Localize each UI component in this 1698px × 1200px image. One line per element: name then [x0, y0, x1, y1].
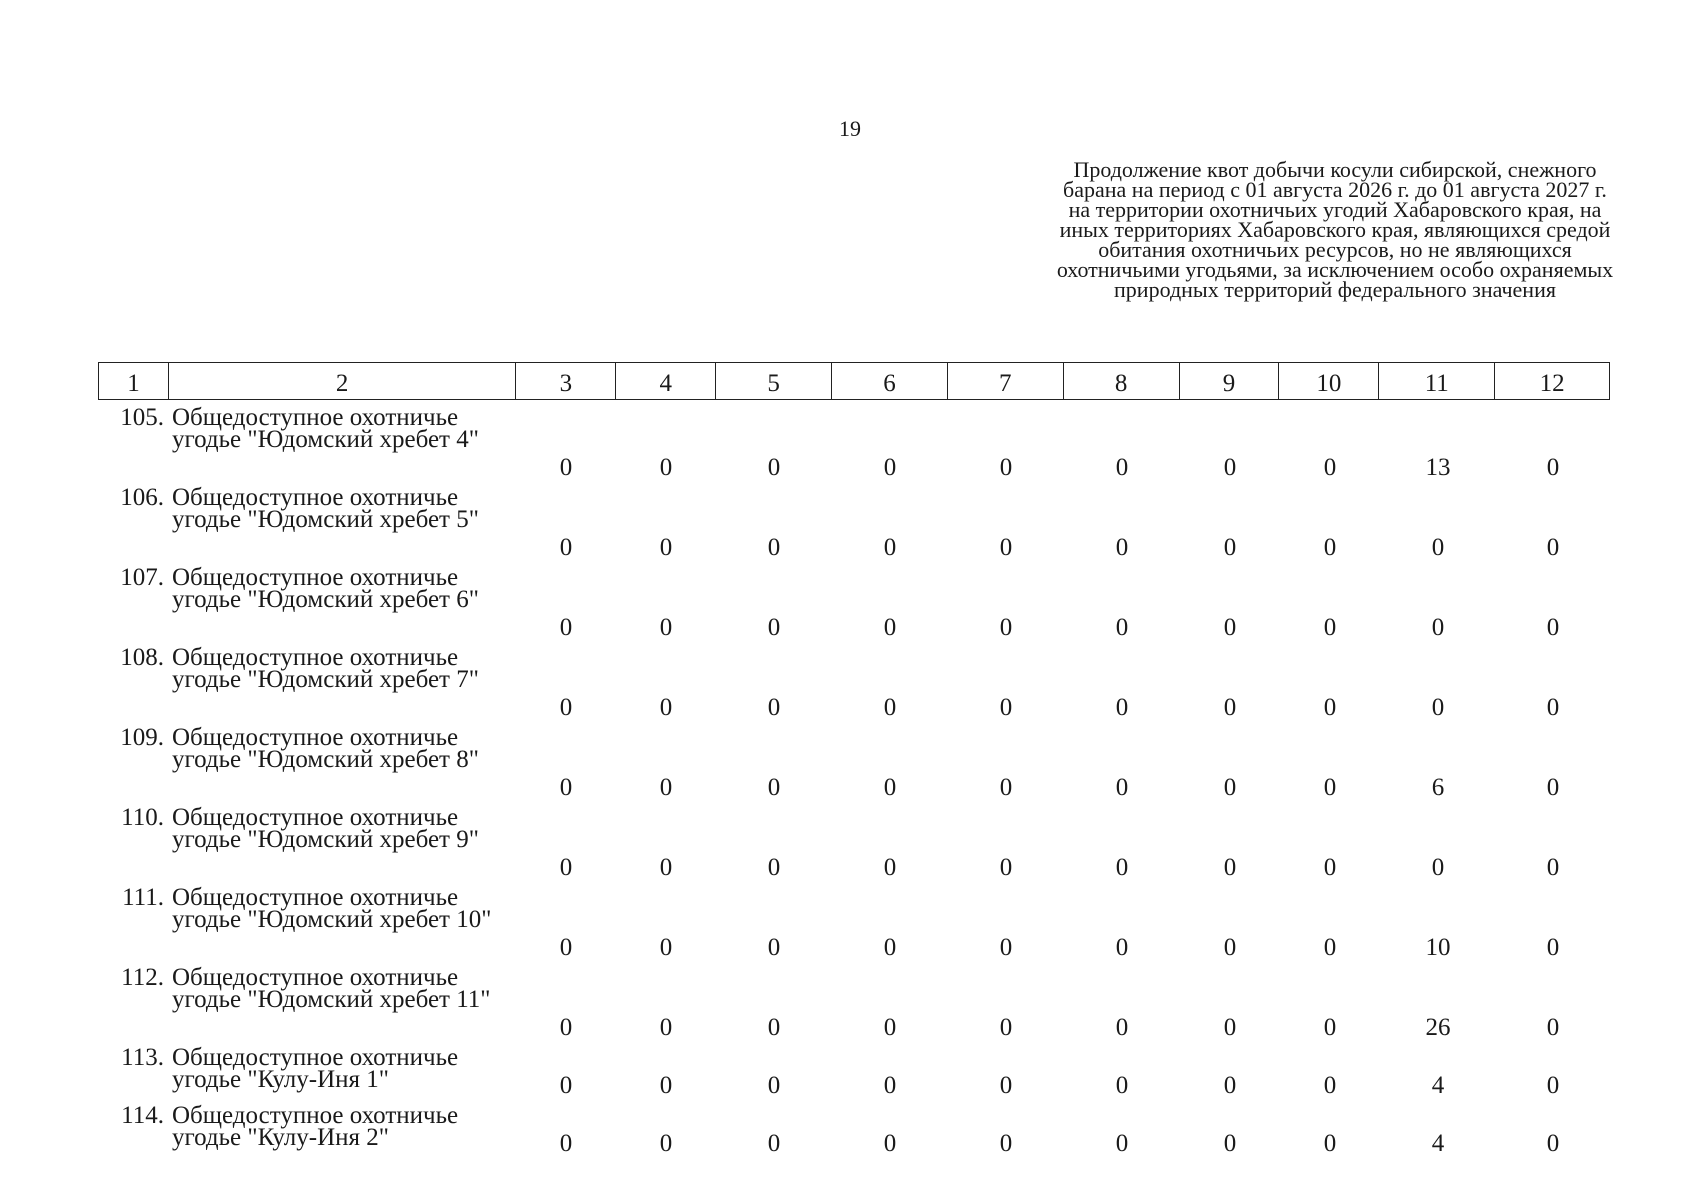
quota-value: 0 — [883, 534, 897, 561]
quota-value: 0 — [1546, 614, 1560, 641]
quota-value: 0 — [1546, 1014, 1560, 1041]
header-cell: 6 — [832, 363, 948, 399]
quota-value: 0 — [1546, 454, 1560, 481]
quota-value: 0 — [1546, 1130, 1560, 1157]
row-number: 108. — [120, 644, 164, 671]
quota-value: 0 — [659, 454, 673, 481]
hunting-ground-name: Общедоступное охотничье угодье "Юдомский хребет 5" — [172, 484, 479, 533]
table-caption: Продолжение квот добычи косули сибирской, снежного барана на период с 01 августа 2026 г. до 01 августа 2027 г. на территории охотничьих угодий Хабаровского края, на иных территориях Хабаровского края, являющихся средой обитания охотничьих ресурсов, но не являющихся охотничьими угодьями, за исключением особо охраняемых природных территорий федерального значения — [1056, 157, 1614, 302]
header-cell: 5 — [716, 363, 832, 399]
header-cell: 12 — [1539, 370, 1565, 397]
quota-value: 0 — [1115, 1072, 1129, 1099]
header-cell: 11 — [1379, 363, 1495, 399]
quota-value: 0 — [767, 534, 781, 561]
header-cell: 10 — [1279, 363, 1379, 399]
table-row — [98, 724, 1610, 804]
quota-value: 0 — [1323, 614, 1337, 641]
quota-value: 0 — [767, 1072, 781, 1099]
quota-value: 0 — [1546, 934, 1560, 961]
row-number: 106. — [120, 484, 164, 511]
header-cell: 3 — [516, 363, 616, 399]
hunting-ground-name: Общедоступное охотничье угодье "Юдомский хребет 4" — [172, 404, 479, 453]
table-row — [98, 564, 1610, 644]
table-row — [98, 964, 1610, 1044]
table-row — [98, 484, 1610, 564]
quota-value: 0 — [1223, 1130, 1237, 1157]
quota-value: 0 — [1323, 1072, 1337, 1099]
quota-value: 0 — [1323, 454, 1337, 481]
page-number: 19 — [839, 116, 861, 141]
header-cell: 7 — [948, 363, 1064, 399]
quota-value: 0 — [1431, 854, 1445, 881]
table-row — [98, 1044, 1610, 1102]
table-row — [98, 1102, 1610, 1160]
quota-value: 13 — [1425, 454, 1451, 481]
quota-value: 0 — [1323, 774, 1337, 801]
quota-value: 6 — [1431, 774, 1445, 801]
quota-value: 0 — [999, 1072, 1013, 1099]
quota-value: 0 — [1115, 1130, 1129, 1157]
quota-value: 0 — [999, 1014, 1013, 1041]
header-cell: 4 — [616, 363, 716, 399]
row-number: 112. — [121, 964, 164, 991]
quota-value: 0 — [559, 614, 573, 641]
quota-value: 0 — [659, 1130, 673, 1157]
hunting-ground-name: Общедоступное охотничье угодье "Юдомский хребет 9" — [172, 804, 479, 853]
quota-value: 0 — [1546, 854, 1560, 881]
quota-value: 0 — [883, 694, 897, 721]
quota-value: 0 — [659, 934, 673, 961]
quota-value: 0 — [999, 694, 1013, 721]
table-row — [98, 884, 1610, 964]
hunting-ground-name: Общедоступное охотничье угодье "Юдомский хребет 11" — [172, 964, 491, 1013]
quota-value: 0 — [883, 934, 897, 961]
row-number: 107. — [120, 564, 164, 591]
quota-value: 0 — [1223, 854, 1237, 881]
quota-value: 0 — [767, 694, 781, 721]
quota-value: 0 — [659, 1014, 673, 1041]
quota-value: 0 — [999, 614, 1013, 641]
quota-value: 0 — [883, 774, 897, 801]
quota-value: 0 — [1115, 774, 1129, 801]
quota-value: 0 — [1431, 614, 1445, 641]
quota-value: 0 — [1115, 614, 1129, 641]
quota-value: 0 — [1115, 1014, 1129, 1041]
header-cell: 8 — [1064, 363, 1180, 399]
quota-value: 0 — [999, 1130, 1013, 1157]
quota-value: 0 — [559, 774, 573, 801]
quota-value: 0 — [559, 694, 573, 721]
quota-value: 0 — [767, 1130, 781, 1157]
quota-value: 0 — [1323, 694, 1337, 721]
quota-value: 0 — [883, 854, 897, 881]
quota-value: 0 — [1223, 1014, 1237, 1041]
hunting-ground-name: Общедоступное охотничье угодье "Кулу-Иня 1" — [172, 1044, 459, 1093]
quota-value: 0 — [1323, 1130, 1337, 1157]
quota-value: 0 — [1546, 774, 1560, 801]
table-row — [98, 404, 1610, 484]
quota-value: 0 — [1115, 694, 1129, 721]
quota-value: 0 — [659, 774, 673, 801]
quota-value: 0 — [659, 854, 673, 881]
quota-value: 0 — [559, 854, 573, 881]
quota-value: 0 — [767, 614, 781, 641]
hunting-ground-name: Общедоступное охотничье угодье "Юдомский хребет 8" — [172, 724, 479, 773]
quota-value: 0 — [767, 454, 781, 481]
quota-value: 10 — [1425, 934, 1451, 961]
quota-value: 0 — [883, 1130, 897, 1157]
quota-value: 0 — [1223, 934, 1237, 961]
quota-value: 0 — [559, 534, 573, 561]
quota-value: 0 — [999, 534, 1013, 561]
quota-value: 0 — [1115, 854, 1129, 881]
quota-value: 0 — [559, 1072, 573, 1099]
quota-value: 4 — [1431, 1072, 1445, 1099]
quota-value: 0 — [999, 934, 1013, 961]
quota-value: 0 — [1223, 1072, 1237, 1099]
quota-value: 0 — [1323, 934, 1337, 961]
row-number: 114. — [121, 1102, 164, 1129]
quota-value: 4 — [1431, 1130, 1445, 1157]
quota-value: 0 — [1223, 774, 1237, 801]
quota-value: 0 — [767, 854, 781, 881]
quota-value: 0 — [883, 454, 897, 481]
quota-value: 0 — [883, 1072, 897, 1099]
quota-value: 0 — [1323, 854, 1337, 881]
quota-value: 0 — [1223, 534, 1237, 561]
quota-value: 0 — [659, 614, 673, 641]
quota-value: 0 — [767, 1014, 781, 1041]
row-number: 105. — [120, 404, 164, 431]
row-number: 110. — [121, 804, 164, 831]
quota-value: 0 — [883, 614, 897, 641]
quota-value: 0 — [1115, 454, 1129, 481]
header-cell: 9 — [1180, 363, 1280, 399]
quota-value: 0 — [1431, 534, 1445, 561]
quota-value: 0 — [1546, 694, 1560, 721]
quota-value: 0 — [999, 774, 1013, 801]
header-cell: 1 — [99, 363, 169, 399]
quota-value: 0 — [883, 1014, 897, 1041]
quota-value: 0 — [1546, 534, 1560, 561]
quota-value: 0 — [1323, 534, 1337, 561]
quota-value: 0 — [1115, 934, 1129, 961]
quota-value: 0 — [999, 454, 1013, 481]
hunting-ground-name: Общедоступное охотничье угодье "Юдомский хребет 10" — [172, 884, 492, 933]
quota-value: 0 — [1223, 694, 1237, 721]
table-row — [98, 804, 1610, 884]
quota-value: 0 — [559, 454, 573, 481]
table-header — [98, 362, 1610, 400]
row-number: 113. — [121, 1044, 164, 1071]
quota-value: 0 — [559, 934, 573, 961]
quota-value: 0 — [659, 1072, 673, 1099]
quota-value: 0 — [659, 694, 673, 721]
table-body — [98, 404, 1610, 1160]
quota-value: 0 — [1546, 1072, 1560, 1099]
quota-value: 0 — [1431, 694, 1445, 721]
hunting-ground-name: Общедоступное охотничье угодье "Кулу-Иня 2" — [172, 1102, 459, 1151]
quota-value: 0 — [767, 934, 781, 961]
header-cell: 2 — [169, 363, 517, 399]
row-number: 111. — [122, 884, 164, 911]
quota-value: 0 — [1223, 454, 1237, 481]
quota-value: 0 — [559, 1130, 573, 1157]
quota-value: 0 — [1323, 1014, 1337, 1041]
hunting-ground-name: Общедоступное охотничье угодье "Юдомский хребет 7" — [172, 644, 479, 693]
row-number: 109. — [120, 724, 164, 751]
hunting-ground-name: Общедоступное охотничье угодье "Юдомский хребет 6" — [172, 564, 479, 613]
quota-value: 0 — [1223, 614, 1237, 641]
quota-value: 0 — [999, 854, 1013, 881]
quota-value: 0 — [659, 534, 673, 561]
quota-value: 0 — [559, 1014, 573, 1041]
quota-value: 26 — [1425, 1014, 1451, 1041]
quota-value: 0 — [1115, 534, 1129, 561]
table-row — [98, 644, 1610, 724]
quota-value: 0 — [767, 774, 781, 801]
